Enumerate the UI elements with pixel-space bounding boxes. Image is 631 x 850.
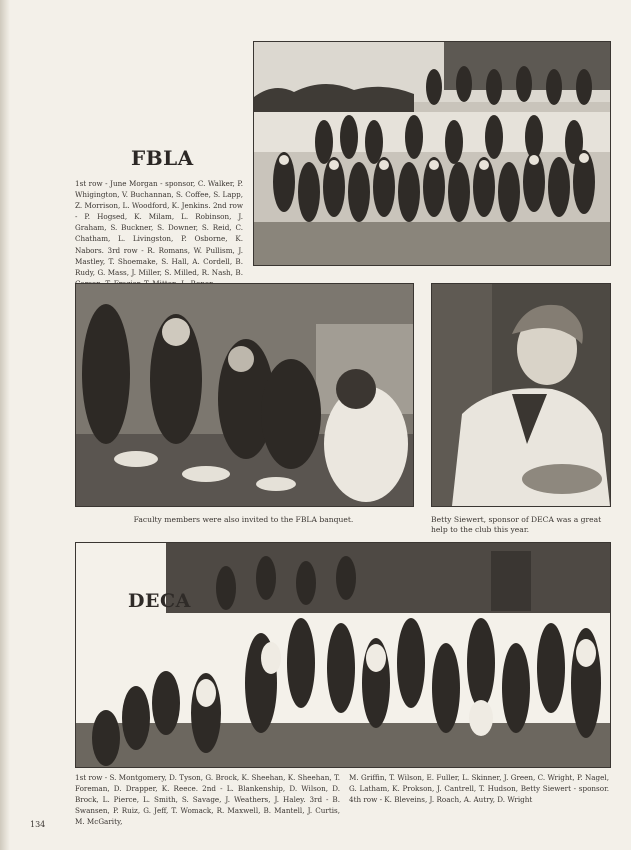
deca-heading: DECA <box>128 590 191 612</box>
page-number: 134 <box>30 820 46 829</box>
sponsor-photo <box>431 283 611 507</box>
sponsor-caption: Betty Siewert, sponsor of DECA was a great help to the club this year. <box>431 515 602 534</box>
deca-caption-left: 1st row - S. Montgomery, D. Tyson, G. Brock, K. Sheehan, K. Sheehan, T. Foreman, D. Drapper, K. Reece. 2nd - L. Blankenship, D. Wilson, D. Brock, L. Pierce, L. Smith, S. Savage, J. Weathers, J. Haley. 3rd - B. Swansen, P. Ruiz, G. Jeff, T. Womack, R. Maxwell, B. Mantell, J. Curtis, M. McGarity, <box>75 773 340 827</box>
page-binding-edge <box>0 0 10 850</box>
deca-caption-right: M. Griffin, T. Wilson, E. Fuller, L. Skinner, J. Green, C. Wright, P. Nagel, G. Latham, K. Prokson, J. Cantrell, T. Hudson, Betty Siewert - sponsor. 4th row - K. Bleveins, J. Roach, A. Autry, D. Wright <box>349 773 609 805</box>
fbla-heading: FBLA <box>131 146 194 170</box>
fbla-group-photo <box>253 41 611 266</box>
fbla-caption: 1st row - June Morgan - sponsor, C. Walker, P. Whigington, V. Buchannan, S. Coffee, S. Lapp, Z. Morrison, L. Woodford, K. Jenkins. 2nd row - P. Hogsed, K. Milam, L. Robinson, J. Graham, S. Buckner, S. Downer, S. Reid, C. Chatham, L. Livingston, P. Osborne, K. Nabors. 3rd row - R. Romans, W. Pullism, J. Mastley, T. Shoemake, S. Hall, A. Cordell, B. Rudy, G. Mass, J. Miller, S. Milled, R. Nash, B. <box>75 179 243 277</box>
banquet-photo <box>75 283 414 507</box>
banquet-caption: Faculty members were also invited to the FBLA banquet. <box>133 515 354 524</box>
deca-group-photo <box>75 542 611 768</box>
